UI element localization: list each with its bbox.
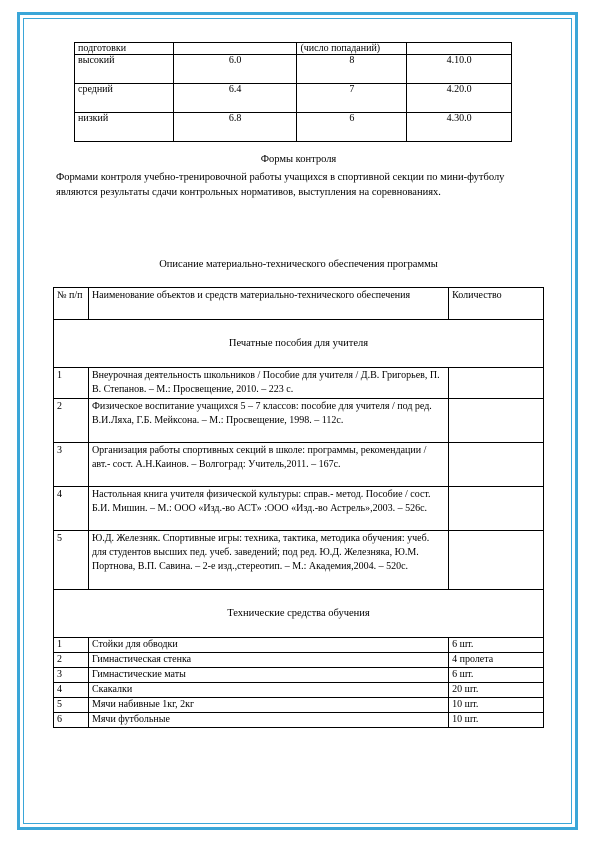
- book-name: Настольная книга учителя физической культуры: справ.- метод. Пособие / сост. Б.И. Мишин. – М.: ООО «Изд.-во АСТ» :ООО «Изд.-во Астрель»,2003. – 526с.: [88, 487, 448, 531]
- value-cell: 4.30.0: [407, 113, 512, 142]
- row-num: 4: [54, 487, 89, 531]
- norms-header-cell: (число попаданий): [297, 43, 407, 55]
- value-cell: 6.8: [173, 113, 297, 142]
- section-title-books: Печатные пособия для учителя: [54, 320, 544, 368]
- materials-table: [53, 287, 544, 728]
- name-header: Наименование объектов и средств материально-технического обеспечения: [88, 288, 448, 320]
- value-cell: 6.4: [173, 84, 297, 113]
- book-name: Внеурочная деятельность школьников / Пособие для учителя / Д.В. Григорьев, П. В. Степанов. – М.: Просвещение, 2010. – 223 с.: [88, 368, 448, 399]
- num-header: № п/п: [54, 288, 89, 320]
- value-cell: 6: [297, 113, 407, 142]
- materials-title: Описание материально-технического обеспечения программы: [159, 259, 438, 270]
- value-cell: 6.0: [173, 55, 297, 84]
- qty-cell: 10 шт.: [449, 698, 544, 713]
- table-row: [54, 368, 544, 399]
- table-row: [54, 399, 544, 443]
- level-cell: низкий: [75, 113, 174, 142]
- section-row: [54, 320, 544, 368]
- row-num: 2: [54, 653, 89, 668]
- norms-header-row: [75, 43, 512, 55]
- table-row: [75, 84, 512, 113]
- section-row: [54, 590, 544, 638]
- table-row: [54, 638, 544, 653]
- qty-cell: [449, 443, 544, 487]
- level-cell: средний: [75, 84, 174, 113]
- table-row: [54, 698, 544, 713]
- qty-cell: [449, 399, 544, 443]
- qty-cell: 4 пролета: [449, 653, 544, 668]
- norms-header-cell: [407, 43, 512, 55]
- row-num: 1: [54, 368, 89, 399]
- qty-cell: [449, 531, 544, 590]
- book-name: Ю.Д. Железняк. Спортивные игры: техника, тактика, методика обучения: учеб. для студентов высших пед. учеб. заведений; под ред. Ю.Д. Железняка, Ю.М. Портнова, В.П. Савина. – 2-е изд.,стереотип. – М.: Академия,2004. – 520с.: [88, 531, 448, 590]
- table-row: [54, 487, 544, 531]
- qty-header: Количество: [449, 288, 544, 320]
- row-num: 5: [54, 698, 89, 713]
- equipment-name: Мячи футбольные: [88, 713, 448, 728]
- level-cell: высокий: [75, 55, 174, 84]
- equipment-name: Гимнастические маты: [88, 668, 448, 683]
- equipment-name: Гимнастическая стенка: [88, 653, 448, 668]
- forms-text: Формами контроля учебно-тренировочной работы учащихся в спортивной секции по мини-футболу являются результаты сдачи контрольных нормативов, выступления на соревнованиях.: [56, 172, 505, 198]
- qty-cell: [449, 487, 544, 531]
- norms-header-cell: подготовки: [75, 43, 174, 55]
- table-row: [54, 653, 544, 668]
- value-cell: 4.10.0: [407, 55, 512, 84]
- norms-table: [74, 42, 512, 142]
- forms-title: Формы контроля: [260, 154, 337, 165]
- table-row: [54, 668, 544, 683]
- qty-cell: 10 шт.: [449, 713, 544, 728]
- table-row: [54, 683, 544, 698]
- value-cell: 8: [297, 55, 407, 84]
- value-cell: 4.20.0: [407, 84, 512, 113]
- equipment-name: Мячи набивные 1кг, 2кг: [88, 698, 448, 713]
- norms-header-cell: [173, 43, 297, 55]
- row-num: 2: [54, 399, 89, 443]
- table-row: [54, 443, 544, 487]
- qty-cell: 6 шт.: [449, 668, 544, 683]
- value-cell: 7: [297, 84, 407, 113]
- qty-cell: 20 шт.: [449, 683, 544, 698]
- row-num: 4: [54, 683, 89, 698]
- book-name: Физическое воспитание учащихся 5 – 7 классов: пособие для учителя / под ред. В.И.Ляха, Г.Б. Мейксона. – М.: Просвещение, 1998. – 112с.: [88, 399, 448, 443]
- table-row: [75, 55, 512, 84]
- qty-cell: 6 шт.: [449, 638, 544, 653]
- table-row: [54, 531, 544, 590]
- table-row: [54, 713, 544, 728]
- row-num: 3: [54, 668, 89, 683]
- materials-header-row: [54, 288, 544, 320]
- qty-cell: [449, 368, 544, 399]
- equipment-name: Скакалки: [88, 683, 448, 698]
- row-num: 3: [54, 443, 89, 487]
- table-row: [75, 113, 512, 142]
- row-num: 1: [54, 638, 89, 653]
- section-title-equipment: Технические средства обучения: [54, 590, 544, 638]
- book-name: Организация работы спортивных секций в школе: программы, рекомендации / авт.- сост. А.Н.Каинов. – Волгоград: Учитель,2011. – 167с.: [88, 443, 448, 487]
- equipment-name: Стойки для обводки: [88, 638, 448, 653]
- row-num: 6: [54, 713, 89, 728]
- row-num: 5: [54, 531, 89, 590]
